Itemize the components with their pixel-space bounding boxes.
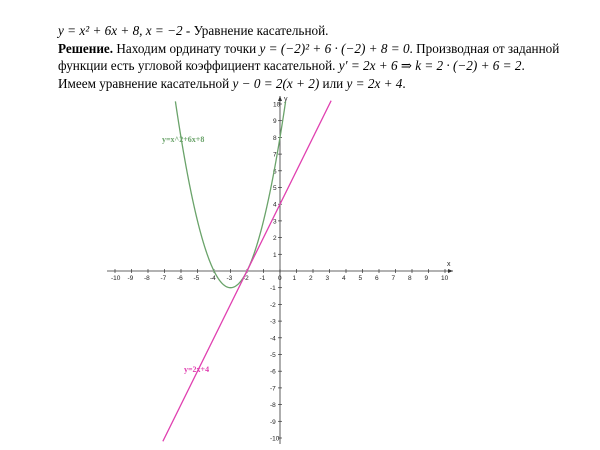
x-tick-label: -8 [144, 275, 150, 282]
x-tick-label: 6 [375, 275, 379, 282]
x-tick-label: 8 [408, 275, 412, 282]
x-tick-label: -1 [259, 275, 266, 282]
tangent-label: y=2x+4 [184, 365, 210, 374]
y-tick-label: -2 [270, 301, 276, 309]
x-tick-label: -7 [160, 275, 167, 282]
x-tick-label: 1 [292, 275, 297, 282]
solution-line3-formula2: y = 2x + 4 [346, 75, 403, 91]
problem-task: Уравнение касательной. [193, 23, 329, 38]
x-tick-label: -4 [210, 275, 216, 282]
solution-line1-formula: y = (−2)² + 6 · (−2) + 8 = 0 [259, 40, 410, 56]
solution-line3-formula1: y − 0 = 2(x + 2) [232, 75, 320, 91]
x-tick-label: 2 [309, 275, 313, 282]
solution-line2-text: функции есть угловой коэффициент касательной. [58, 58, 339, 73]
problem-separator: - [182, 23, 194, 38]
y-tick-label: 2 [273, 235, 277, 243]
y-tick-label: -3 [270, 318, 276, 326]
y-tick-label: 7 [273, 151, 277, 159]
x-tick-label: 9 [424, 275, 429, 282]
y-axis-arrow [278, 96, 282, 101]
y-tick-label: 1 [273, 251, 277, 259]
solution-line3-text: Имеем уравнение касательной [58, 75, 233, 91]
y-tick-label: 9 [273, 118, 277, 126]
x-axis-arrow [448, 269, 453, 273]
curve-labels [162, 135, 209, 374]
y-tick-label: -5 [270, 352, 276, 359]
x-tick-label: -9 [127, 275, 134, 282]
y-tick-label: 8 [273, 134, 277, 142]
y-tick-label: 6 [273, 168, 277, 176]
x-tick-label: -2 [243, 275, 249, 282]
y-tick-label: 3 [273, 218, 277, 226]
x-tick-label: -3 [226, 275, 233, 282]
y-tick-label: -6 [270, 368, 276, 376]
y-tick-label: -9 [270, 418, 276, 426]
x-tick-label: 4 [342, 275, 346, 282]
x-tick-label: 3 [325, 275, 330, 282]
problem-equation: y = x² + 6x + 8, x = −2 [58, 23, 183, 38]
solution-line1-text: Находим ординату точки [113, 40, 260, 56]
y-tick-label: -7 [270, 385, 276, 393]
x-tick-label: -5 [193, 275, 200, 282]
y-tick-label: -1 [270, 285, 276, 293]
x-tick-label: 7 [391, 275, 396, 282]
x-tick-label: 5 [358, 275, 363, 282]
y-tick-label: -10 [270, 435, 280, 443]
series-line-parabola [175, 101, 285, 287]
y-tick-label: 10 [273, 101, 281, 109]
x-axis-letter: x [447, 261, 451, 268]
x-tick-label: -6 [177, 275, 183, 282]
solution-line2-tail: . [521, 58, 525, 73]
x-tick-label: -10 [111, 275, 121, 282]
solution-heading: Решение. [58, 40, 114, 56]
parabola-label: y=x^2+6x+8 [162, 135, 205, 144]
y-tick-label: 5 [273, 185, 277, 192]
solution-line3-or: или [319, 75, 347, 91]
y-tick-label: -4 [270, 335, 276, 343]
solution-line3-tail: . [402, 75, 406, 91]
x-tick-label: 0 [278, 275, 282, 282]
y-axis-letter: y [284, 96, 288, 103]
x-tick-label: 10 [441, 275, 449, 282]
solution-line1-tail: . Производная от заданной [409, 40, 560, 56]
y-tick-label: -8 [270, 402, 276, 410]
solution-line2-formula: y′ = 2x + 6 ⇒ k = 2 · (−2) + 6 = 2 [338, 58, 522, 73]
y-tick-label: 4 [273, 201, 277, 209]
